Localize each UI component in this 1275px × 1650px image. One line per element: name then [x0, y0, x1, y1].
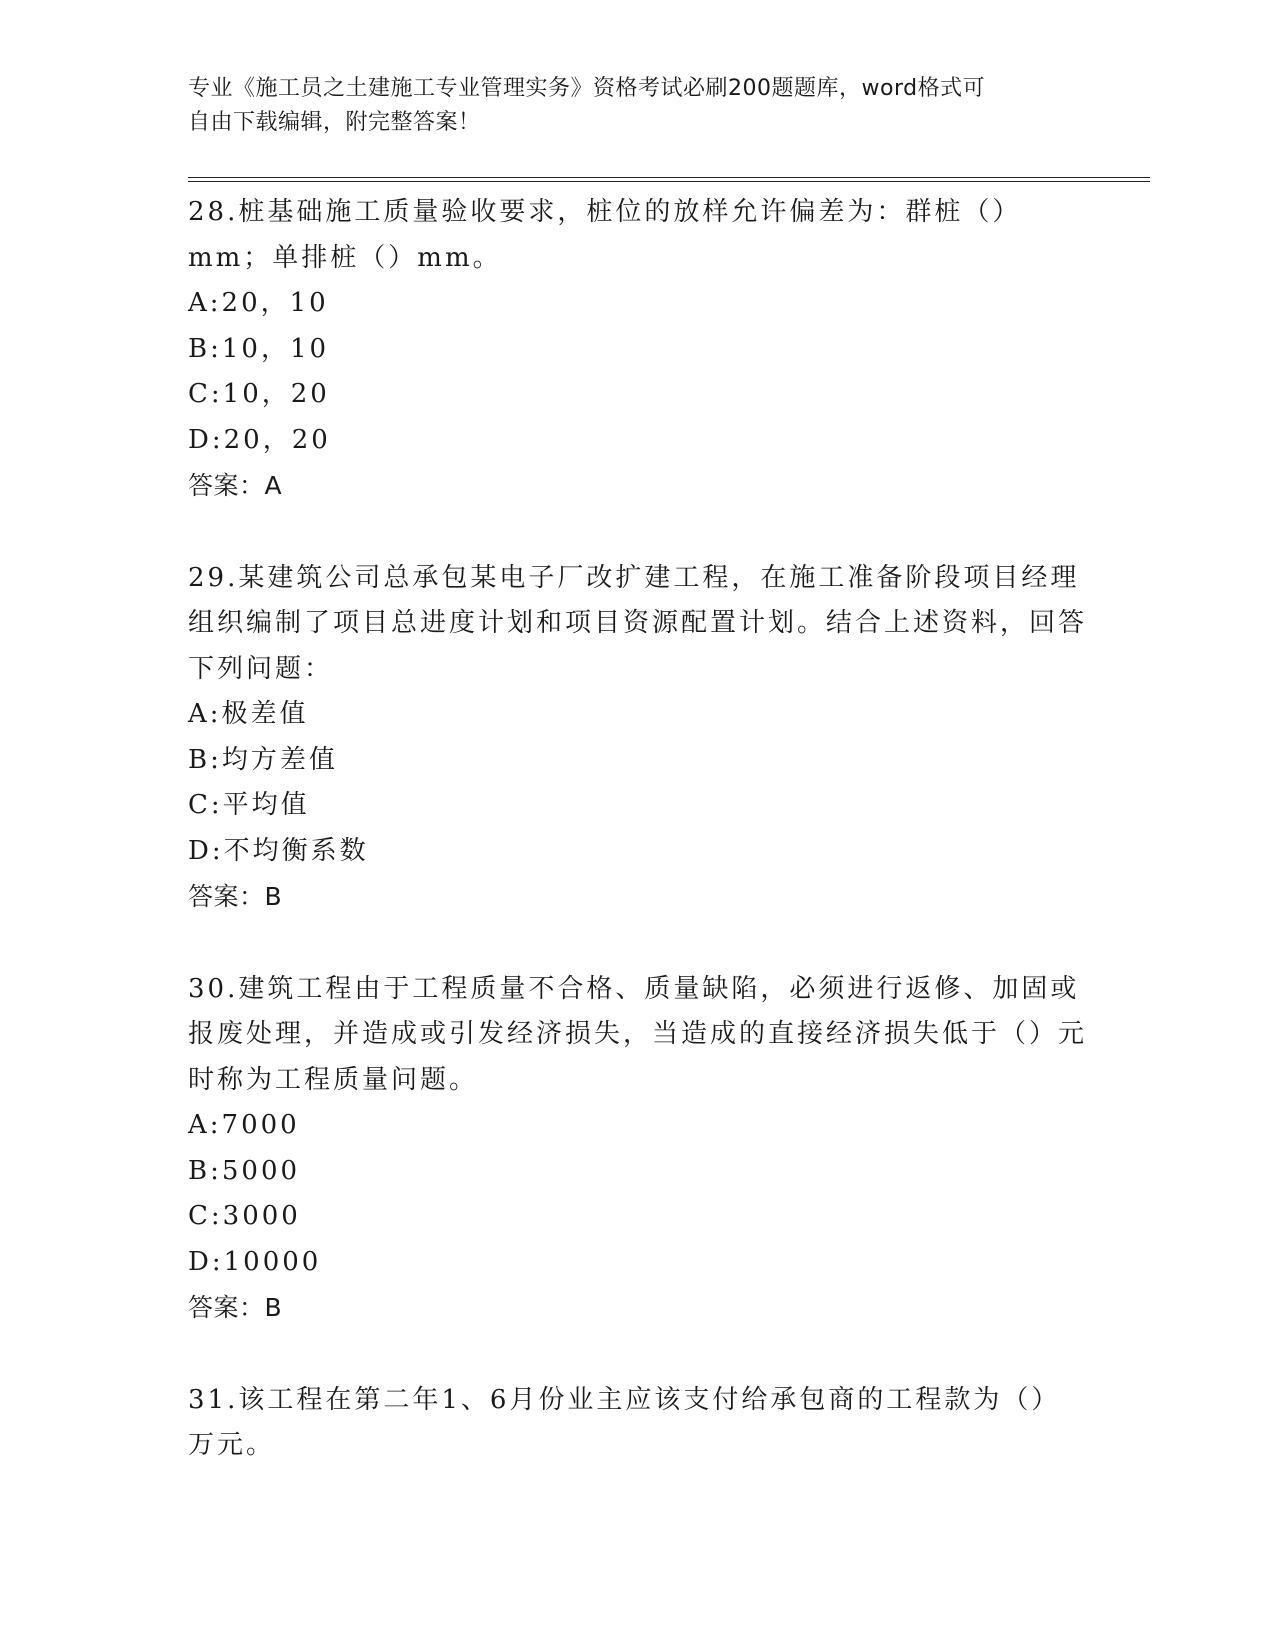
question-28: [188, 190, 1088, 509]
question-30: [188, 967, 1088, 1331]
option-c: C:10，20: [188, 379, 330, 409]
question-stem: 28.桩基础施工质量验收要求，桩位的放样允许偏差为：群桩（）mm；单排桩（）mm。: [188, 197, 1022, 273]
option-d: D:20，20: [188, 424, 331, 455]
option-c: C:平均值: [188, 790, 310, 820]
option-b: B:5000: [188, 1155, 301, 1186]
option-b: B:均方差值: [188, 744, 338, 775]
option-b: B:10，10: [188, 333, 330, 364]
option-a: A:20，10: [188, 288, 329, 318]
answer-line: 答案：B: [188, 882, 283, 911]
header-line-1: 专业《施工员之土建施工专业管理实务》资格考试必刷200题题库，word格式可: [188, 76, 986, 101]
question-29: [188, 556, 1088, 920]
question-31: [188, 1378, 1088, 1469]
option-c: C:3000: [188, 1201, 301, 1231]
header-double-rule: [188, 177, 1150, 182]
question-list: [188, 190, 1088, 1516]
question-stem: 30.建筑工程由于工程质量不合格、质量缺陷，必须进行返修、加固或报废处理，并造成或引发经济损失，当造成的直接经济损失低于（）元时称为工程质量问题。: [188, 973, 1088, 1095]
page-header: [188, 72, 1068, 140]
question-stem: 29.某建筑公司总承包某电子厂改扩建工程，在施工准备阶段项目经理组织编制了项目总进度计划和项目资源配置计划。结合上述资料，回答下列问题：: [188, 562, 1088, 684]
answer-line: 答案：B: [188, 1293, 283, 1322]
question-stem: 31.该工程在第二年1、6月份业主应该支付给承包商的工程款为（）万元。: [188, 1384, 1061, 1460]
option-a: A:极差值: [188, 699, 309, 729]
header-line-2: 自由下载编辑，附完整答案！: [188, 110, 481, 135]
answer-line: 答案：A: [188, 471, 283, 500]
option-a: A:7000: [188, 1110, 300, 1140]
option-d: D:不均衡系数: [188, 835, 369, 866]
option-d: D:10000: [188, 1246, 322, 1277]
